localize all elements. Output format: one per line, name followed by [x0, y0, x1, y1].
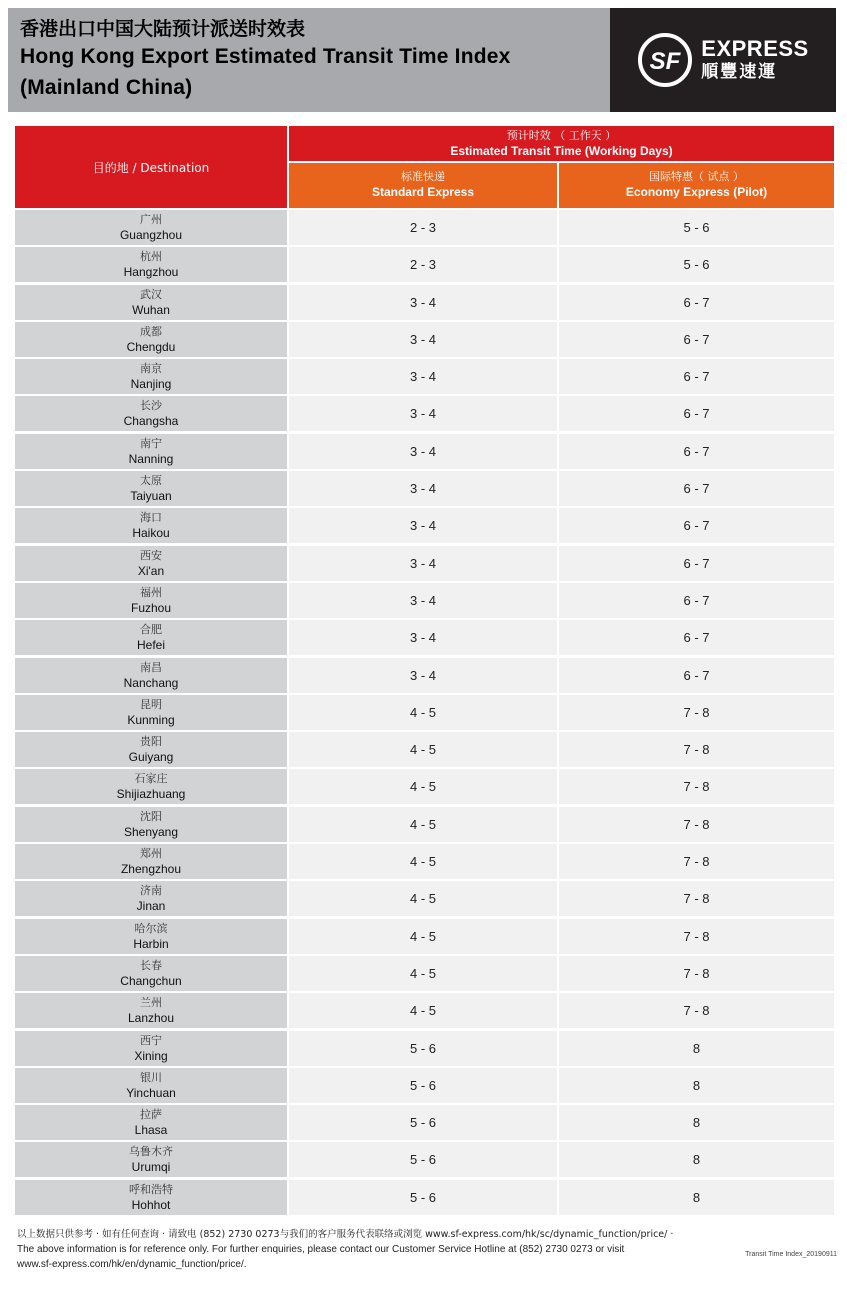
economy-express-days: 7 - 8 — [559, 732, 834, 767]
economy-express-days: 5 - 6 — [559, 247, 834, 282]
economy-express-days: 6 - 7 — [559, 396, 834, 431]
destination-name-cn: 哈尔滨 — [134, 921, 168, 935]
table-row — [15, 321, 834, 358]
destination-cell — [15, 956, 287, 991]
table-row — [15, 209, 834, 246]
table-row — [15, 657, 834, 694]
logo-text-cn: 順豐速運 — [701, 62, 778, 82]
destination-cell — [15, 695, 287, 730]
standard-express-days: 2 - 3 — [289, 247, 557, 282]
economy-express-days: 6 - 7 — [559, 620, 834, 655]
destination-name-en: Hefei — [136, 638, 165, 653]
transit-time-header-en: Estimated Transit Time (Working Days) — [450, 144, 673, 158]
economy-express-days: 6 - 7 — [559, 434, 834, 469]
standard-express-days: 3 - 4 — [289, 508, 557, 543]
destination-name-cn: 西宁 — [140, 1033, 162, 1047]
destination-name-en: Fuzhou — [130, 600, 172, 615]
destination-cell — [15, 993, 287, 1028]
economy-express-column-header — [559, 163, 834, 208]
standard-express-days: 5 - 6 — [289, 1031, 557, 1066]
economy-express-days: 8 — [559, 1142, 834, 1177]
table-row — [15, 1104, 834, 1141]
destination-name-en: Kunming — [127, 712, 175, 727]
standard-express-days: 4 - 5 — [289, 956, 557, 991]
destination-name-cn: 兰州 — [140, 996, 162, 1010]
page-title-cn: 香港出口中国大陆预计派送时效表 — [20, 18, 306, 40]
destination-name-en: Xi'an — [137, 563, 165, 578]
standard-express-days: 3 - 4 — [289, 546, 557, 581]
table-header — [15, 126, 834, 208]
destination-cell — [15, 508, 287, 543]
economy-express-days: 6 - 7 — [559, 546, 834, 581]
destination-cell — [15, 807, 287, 842]
standard-express-days: 3 - 4 — [289, 583, 557, 618]
sf-logo-icon — [637, 32, 693, 88]
table-row — [15, 395, 834, 432]
title-block — [8, 8, 610, 112]
destination-name-cn: 南宁 — [140, 436, 162, 450]
destination-name-en: Shijiazhuang — [116, 787, 186, 802]
table-row — [15, 843, 834, 880]
table-row — [15, 731, 834, 768]
table-row — [15, 1179, 834, 1216]
economy-express-days: 6 - 7 — [559, 359, 834, 394]
standard-express-days: 4 - 5 — [289, 919, 557, 954]
destination-name-en: Harbin — [133, 936, 169, 951]
destination-cell — [15, 1105, 287, 1140]
table-row — [15, 433, 834, 470]
destination-cell — [15, 546, 287, 581]
destination-name-en: Nanchang — [123, 675, 179, 690]
economy-express-header-cn: 国际特惠（ 试点 ） — [649, 170, 744, 183]
table-row — [15, 880, 834, 917]
destination-cell — [15, 471, 287, 506]
economy-express-days: 6 - 7 — [559, 658, 834, 693]
destination-name-cn: 长春 — [140, 958, 162, 972]
economy-express-days: 7 - 8 — [559, 956, 834, 991]
destination-name-en: Guiyang — [128, 750, 174, 765]
logo-text-en: EXPRESS — [701, 36, 809, 61]
transit-time-header-cn: 预计时效 （ 工作天 ） — [506, 129, 617, 142]
transit-time-table — [15, 126, 834, 1212]
destination-name-cn: 太原 — [140, 474, 162, 488]
table-row — [15, 955, 834, 992]
table-row — [15, 619, 834, 656]
table-row — [15, 507, 834, 544]
destination-cell — [15, 285, 287, 320]
table-row — [15, 694, 834, 731]
document-code: Transit Time Index_20190911 — [745, 1251, 837, 1258]
page-header — [8, 8, 836, 112]
economy-express-days: 6 - 7 — [559, 583, 834, 618]
destination-name-cn: 济南 — [140, 884, 162, 898]
economy-express-days: 8 — [559, 1180, 834, 1215]
destination-name-cn: 海口 — [140, 511, 162, 525]
standard-express-days: 4 - 5 — [289, 807, 557, 842]
table-row — [15, 1141, 834, 1178]
destination-cell — [15, 844, 287, 879]
destination-cell — [15, 210, 287, 245]
destination-name-cn: 杭州 — [140, 250, 162, 264]
destination-name-en: Urumqi — [131, 1160, 171, 1175]
standard-express-days: 4 - 5 — [289, 993, 557, 1028]
standard-express-days: 5 - 6 — [289, 1142, 557, 1177]
table-body — [15, 209, 834, 1216]
destination-cell — [15, 769, 287, 804]
table-row — [15, 284, 834, 321]
sf-express-logo — [610, 8, 836, 112]
economy-express-days: 7 - 8 — [559, 993, 834, 1028]
destination-name-cn: 昆明 — [140, 697, 162, 711]
destination-name-cn: 南京 — [140, 362, 162, 376]
economy-express-days: 6 - 7 — [559, 508, 834, 543]
standard-express-header-en: Standard Express — [371, 185, 475, 199]
standard-express-days: 5 - 6 — [289, 1068, 557, 1103]
destination-name-cn: 沈阳 — [140, 809, 162, 823]
destination-name-en: Lhasa — [134, 1123, 168, 1138]
standard-express-days: 2 - 3 — [289, 210, 557, 245]
destination-cell — [15, 1068, 287, 1103]
destination-name-en: Shenyang — [123, 824, 179, 839]
destination-name-en: Nanning — [128, 451, 174, 466]
destination-name-en: Haikou — [132, 526, 170, 541]
destination-name-en: Lanzhou — [127, 1011, 175, 1026]
destination-name-cn: 西安 — [140, 548, 162, 562]
standard-express-days: 3 - 4 — [289, 322, 557, 357]
destination-name-en: Wuhan — [132, 302, 170, 317]
standard-express-days: 3 - 4 — [289, 620, 557, 655]
destination-name-cn: 长沙 — [140, 399, 162, 413]
destination-cell — [15, 1142, 287, 1177]
table-row — [15, 545, 834, 582]
standard-express-days: 4 - 5 — [289, 769, 557, 804]
destination-name-en: Taiyuan — [130, 489, 172, 504]
economy-express-days: 7 - 8 — [559, 844, 834, 879]
destination-cell — [15, 620, 287, 655]
destination-cell — [15, 359, 287, 394]
table-row — [15, 768, 834, 805]
destination-name-cn: 银川 — [140, 1070, 162, 1084]
page-subtitle-en: (Mainland China) — [20, 76, 193, 99]
page-title-en: Hong Kong Export Estimated Transit Time Index — [20, 45, 511, 68]
table-row — [15, 470, 834, 507]
destination-name-cn: 乌鲁木齐 — [129, 1145, 173, 1159]
destination-name-en: Zhengzhou — [120, 862, 182, 877]
destination-name-cn: 成都 — [140, 324, 162, 338]
standard-express-days: 5 - 6 — [289, 1180, 557, 1215]
footer — [17, 1227, 837, 1272]
destination-column-header: 目的地 / Destination — [15, 126, 287, 208]
economy-express-header-en: Economy Express (Pilot) — [625, 185, 768, 199]
destination-name-en: Jinan — [136, 899, 166, 914]
standard-express-days: 3 - 4 — [289, 359, 557, 394]
standard-express-column-header — [289, 163, 557, 208]
destination-name-en: Guangzhou — [119, 228, 183, 242]
transit-time-group-header — [289, 126, 834, 161]
destination-cell — [15, 658, 287, 693]
table-row — [15, 246, 834, 283]
standard-express-days: 3 - 4 — [289, 471, 557, 506]
economy-express-days: 7 - 8 — [559, 919, 834, 954]
destination-name-en: Yinchuan — [126, 1085, 176, 1100]
destination-name-en: Nanjing — [130, 377, 172, 392]
destination-name-cn: 武汉 — [140, 287, 162, 301]
table-row — [15, 358, 834, 395]
standard-express-days: 3 - 4 — [289, 285, 557, 320]
table-row — [15, 992, 834, 1029]
destination-cell — [15, 434, 287, 469]
economy-express-days: 7 - 8 — [559, 769, 834, 804]
economy-express-days: 7 - 8 — [559, 695, 834, 730]
destination-cell — [15, 396, 287, 431]
table-row — [15, 1030, 834, 1067]
destination-name-cn: 合肥 — [140, 623, 162, 637]
economy-express-days: 8 — [559, 1031, 834, 1066]
standard-express-header-cn: 标准快递 — [401, 170, 445, 183]
table-row — [15, 918, 834, 955]
table-row — [15, 582, 834, 619]
destination-cell — [15, 1180, 287, 1215]
table-row — [15, 806, 834, 843]
destination-cell — [15, 881, 287, 916]
destination-name-cn: 南昌 — [140, 660, 162, 674]
destination-cell — [15, 919, 287, 954]
economy-express-days: 5 - 6 — [559, 210, 834, 245]
destination-name-cn: 呼和浩特 — [129, 1182, 173, 1196]
economy-express-days: 7 - 8 — [559, 881, 834, 916]
standard-express-days: 3 - 4 — [289, 434, 557, 469]
economy-express-days: 8 — [559, 1105, 834, 1140]
destination-name-en: Chengdu — [126, 339, 176, 354]
destination-cell — [15, 1031, 287, 1066]
destination-name-cn: 拉萨 — [140, 1108, 162, 1122]
standard-express-days: 4 - 5 — [289, 695, 557, 730]
footer-note-cn: 以上数据只供参考 · 如有任何查询 · 请致电 (852) 2730 0273与我们的客户服务代表联络或浏览 www.sf-express.com/hk/sc/dynamic_function/price/ · — [17, 1229, 674, 1240]
destination-name-cn: 贵阳 — [140, 735, 162, 749]
table-row — [15, 1067, 834, 1104]
economy-express-days: 6 - 7 — [559, 322, 834, 357]
standard-express-days: 3 - 4 — [289, 658, 557, 693]
destination-name-en: Changchun — [120, 973, 182, 988]
footer-note-en: The above information is for reference only. For further enquiries, please contact our Customer Service Hotline at (852) 2730 0273 or visit www.sf-express.com/hk/en/dynamic_function/price/. — [17, 1244, 625, 1270]
standard-express-days: 4 - 5 — [289, 732, 557, 767]
economy-express-days: 6 - 7 — [559, 285, 834, 320]
destination-name-cn: 广州 — [140, 213, 162, 226]
economy-express-days: 6 - 7 — [559, 471, 834, 506]
destination-cell — [15, 322, 287, 357]
economy-express-days: 7 - 8 — [559, 807, 834, 842]
standard-express-days: 5 - 6 — [289, 1105, 557, 1140]
economy-express-days: 8 — [559, 1068, 834, 1103]
destination-cell — [15, 583, 287, 618]
standard-express-days: 4 - 5 — [289, 844, 557, 879]
destination-name-en: Hohhot — [131, 1197, 171, 1212]
destination-name-cn: 郑州 — [140, 847, 162, 861]
destination-name-en: Changsha — [123, 414, 179, 429]
standard-express-days: 3 - 4 — [289, 396, 557, 431]
destination-name-cn: 福州 — [140, 585, 162, 599]
destination-name-cn: 石家庄 — [134, 772, 168, 786]
logo-mark-text: SF — [649, 48, 681, 75]
destination-cell — [15, 732, 287, 767]
destination-name-en: Xining — [134, 1048, 168, 1063]
destination-cell — [15, 247, 287, 282]
destination-name-en: Hangzhou — [123, 265, 179, 280]
standard-express-days: 4 - 5 — [289, 881, 557, 916]
